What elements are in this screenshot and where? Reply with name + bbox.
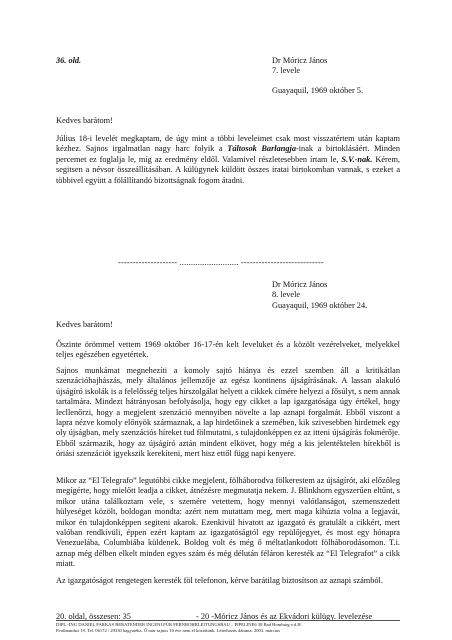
footer-page-count: 20. oldal, összesen: 35 xyxy=(56,612,131,621)
letter1-text-c: Kérem, segitsen a névsor összeállításában. A külügynek küldött összes iratai birtokomban vannak, s ezeket a többivel együtt a fölállítandó bizottságnak fogom átadni. xyxy=(56,154,400,185)
letter2-paragraph-3: Mikor az “El Telegrafo” legutóbbi cikke megjelent, fölháborodva fölkerestem az újságírót, aki előzőleg megígérte, hogy mielőtt leadja a cikket, átnézésre megmutatja nekem. J. Blinkhorn egyszerűen eltűnt, s mikor utána találkoztam vele, s szemére vetettem, hogy mennyi valótlanságot, szemenszedett hülyeséget közölt, boldogan mondta: azért nem mutattam meg, mert maga kihúzta volna a legjavát, mikor én tulajdonképpen segiteni akarok. Ezenkivül hivatott az igazgató és gratulált a cikkért, mert valóban rendkívüli, éppen ezért kaptam az igazgatóságtól egy repülőjegyet, és most egy hónapra Venezuelába, Columbiába küldenek. Boldog volt és még ő méltatlankodott fölháborodásomon. T.i. aznap még délben elkelt minden egyes szám és még délután féláron keresték az “El Telegrafot” a cikk miatt. xyxy=(56,476,400,569)
letter-separator: -------------------- .......................... ---------------------------- xyxy=(118,258,324,267)
letter1-text-a: Július 18-i levelét megkaptam, de úgy mint a többi leveleimet csak most visszatértem után kaptam kézhez. Sajnos irgalmatlan nagy harc folyik a xyxy=(56,134,400,154)
sv-emphasis: S.V.-nak. xyxy=(341,154,373,164)
letter2-greeting: Kedves barátom! xyxy=(56,320,113,329)
letter1-place-date: Guayaquil, 1969 október 5. xyxy=(272,86,364,95)
letter2-paragraph-2: Sajnos munkámat megnehezíti a komoly sajtó hiánya és ezzel szemben áll a kritikátlan szenzációhajhászás, mely általános jellemzője az egész kontinens újságírásának. A lassan alakuló újságíró iskolák is a felelősség teljes hírszolgálat helyett a cikkek címére helyezi a fősúlyt, s nem annak tartalmára. Mindezt hátrányosan befolyásolja, hogy egy cikket a lap igazgatósága úgy értékel, hogy lecllenőrzi, hogy a megjelent szenzáció mennyiben növelte a lap aznapi forgalmát. Ebből viszont a lapra nézve komoly előnyök származnak, a lap hirdetőinek a szemében, kik szivesebben hirdetnek egy oly újságban, mely szenzációs híreket tud fölmutatni, s tulajdonképpen ez az itteni újságírás fokmérője. Ebből származik, hogy az újságíró aztán mindent elkövet, hogy még a kis jelentéktelen hírekből is óriási szenzációt igyekszik kerekíteni, mert hisz ettől függ napi kenyere. xyxy=(56,366,400,459)
letter2-number: 8. levele xyxy=(272,290,301,300)
letter1-greeting: Kedves barátom! xyxy=(56,116,113,125)
letter1-author: Dr Móricz János xyxy=(272,56,328,65)
cave-name-emphasis: Táltosok Barlangja xyxy=(227,144,296,154)
footer-fine-print-1: DIPL.-ING DANIEL FARKAS BERATENDER INGENI FÜR FERNROHRLEITUNGSBAU – PIPELINE6 38 Bad Homburg v.d.H. xyxy=(56,622,302,627)
letter2-paragraph-1: Őszinte örömmel vettem 1969 október 16-17-én kelt leveluket és a közölt vezérelveket, melyekkel teljes egészében egyetértek. xyxy=(56,340,400,360)
letter2-header xyxy=(272,280,367,311)
letter1-number: 7. levele xyxy=(272,66,301,76)
letter1-paragraph xyxy=(56,134,400,186)
letter1-text-b: -inak a birtoklásáért. Minden percemet ez foglalja le, míg az eredmény eldől. Valamivel részletesebben írtam le, xyxy=(56,144,400,164)
page-reference: 36. old. xyxy=(56,56,82,65)
footer-title: - 20 -Móricz János és az Ekvádori külügy. levelezése xyxy=(196,612,373,621)
footer-rule xyxy=(56,620,400,621)
letter2-place-date: Guayaquil, 1969 október 24. xyxy=(272,300,368,310)
letter2-author: Dr Móricz János xyxy=(272,280,328,289)
letter2-paragraph-4: Az igazgatóságot rengetegen keresték föl telefonon, kérve barátilag biztosítson az aznapi számból. xyxy=(56,576,383,585)
footer-fine-print-2: Ferdinandstr 19, Tel. 06172 / 29330 hagyatéka. Ő már sajnos 10 éve nem él közöttünk. Létrehozás dátuma: 2003. március xyxy=(56,628,280,633)
letter1-header xyxy=(272,56,327,77)
